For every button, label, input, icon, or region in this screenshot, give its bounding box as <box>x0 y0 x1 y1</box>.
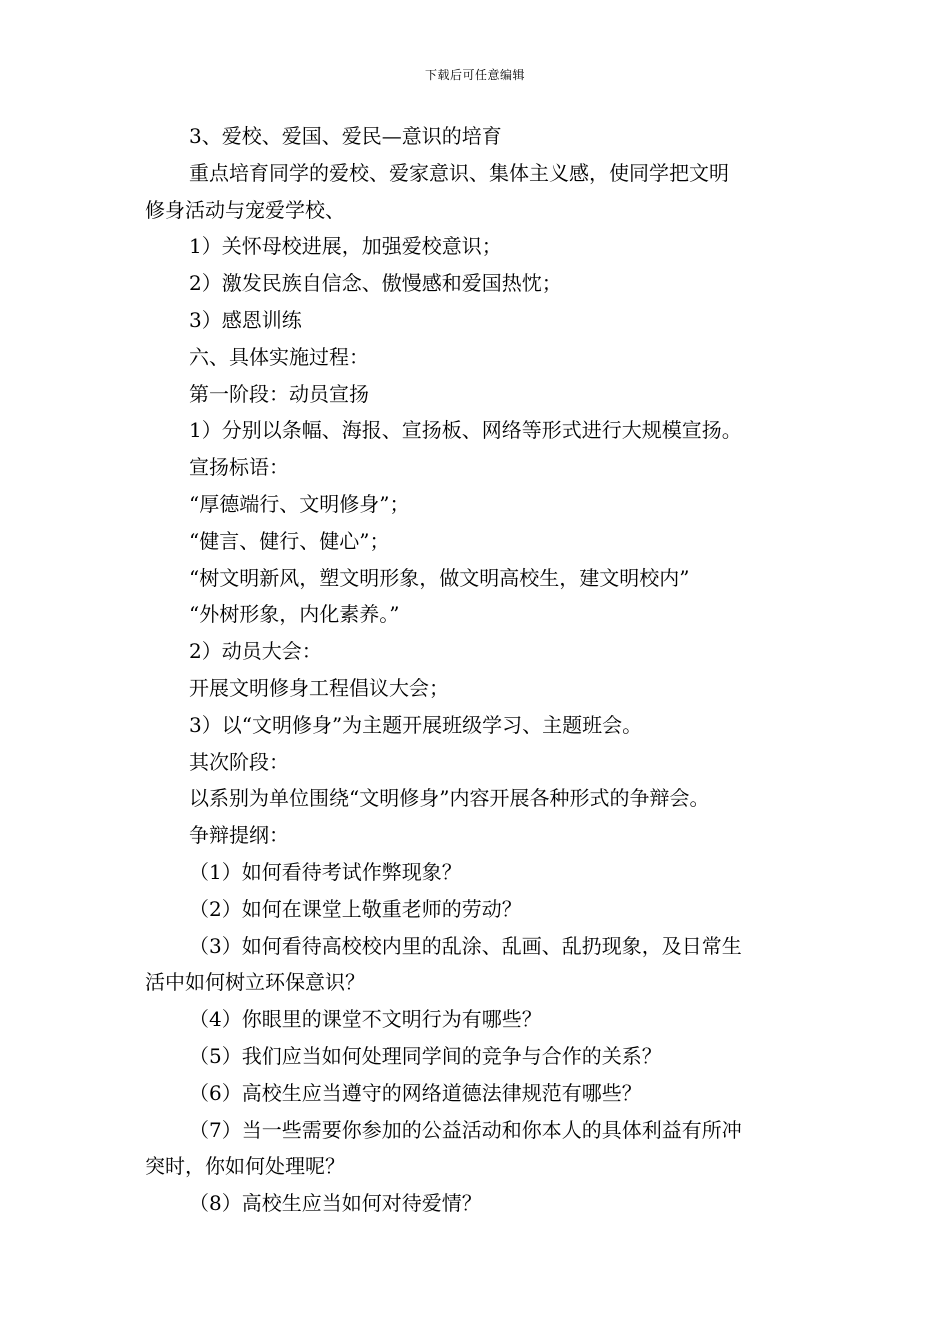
paragraph-line: 以系别为单位围绕“文明修身”内容开展各种形式的争辩会。 <box>189 786 710 811</box>
question-item-continued: 活中如何树立环保意识？ <box>145 970 365 995</box>
paragraph-line: 开展文明修身工程倡议大会； <box>189 675 449 700</box>
document-body <box>145 118 810 1222</box>
list-item: 3）感恩训练 <box>189 307 302 332</box>
question-item: （2）如何在课堂上敬重老师的劳动？ <box>189 896 522 921</box>
section-heading: 3、爱校、爱国、爱民—意识的培育 <box>189 124 502 148</box>
paragraph-line: 重点培育同学的爱校、爱家意识、集体主义感，使同学把文明 <box>189 160 729 185</box>
question-item: （1）如何看待考试作弊现象？ <box>189 859 462 884</box>
list-item: 1）关怀母校进展，加强爱校意识； <box>189 234 502 259</box>
question-item: （8）高校生应当如何对待爱情？ <box>189 1191 482 1216</box>
question-item: （4）你眼里的课堂不文明行为有哪些？ <box>189 1007 542 1032</box>
question-item-continued: 突时，你如何处理呢？ <box>145 1154 345 1179</box>
slogan-line: “厚德端行、文明修身”； <box>189 491 410 516</box>
list-item: 2）动员大会： <box>189 639 322 664</box>
slogan-line: “健言、健行、健心”； <box>189 528 390 553</box>
list-item: 1）分别以条幅、海报、宣扬板、网络等形式进行大规模宣扬。 <box>189 418 742 443</box>
stage-heading: 其次阶段： <box>189 749 289 774</box>
question-item: （7）当一些需要你参加的公益活动和你本人的具体利益有所冲 <box>189 1117 742 1142</box>
question-item: （5）我们应当如何处理同学间的竞争与合作的关系？ <box>189 1043 662 1068</box>
slogan-line: “树文明新风，塑文明形象，做文明高校生，建文明校内” <box>189 565 690 590</box>
list-item: 2）激发民族自信念、傲慢感和爱国热忱； <box>189 271 562 296</box>
question-item: （3）如何看待高校校内里的乱涂、乱画、乱扔现象，及日常生 <box>189 933 742 958</box>
stage-heading: 第一阶段：动员宣扬 <box>189 381 369 406</box>
paragraph-line: 宣扬标语： <box>189 455 289 480</box>
slogan-line: “外树形象，内化素养。” <box>189 602 400 627</box>
list-item: 3）以“文明修身”为主题开展班级学习、主题班会。 <box>189 712 643 737</box>
question-item: （6）高校生应当遵守的网络道德法律规范有哪些？ <box>189 1080 642 1105</box>
section-heading: 六、具体实施过程： <box>189 344 369 369</box>
paragraph-line: 争辩提纲： <box>189 823 289 848</box>
page-header-note: 下载后可任意编辑 <box>424 68 525 82</box>
paragraph-line-continued: 修身活动与宠爱学校、 <box>145 197 345 222</box>
